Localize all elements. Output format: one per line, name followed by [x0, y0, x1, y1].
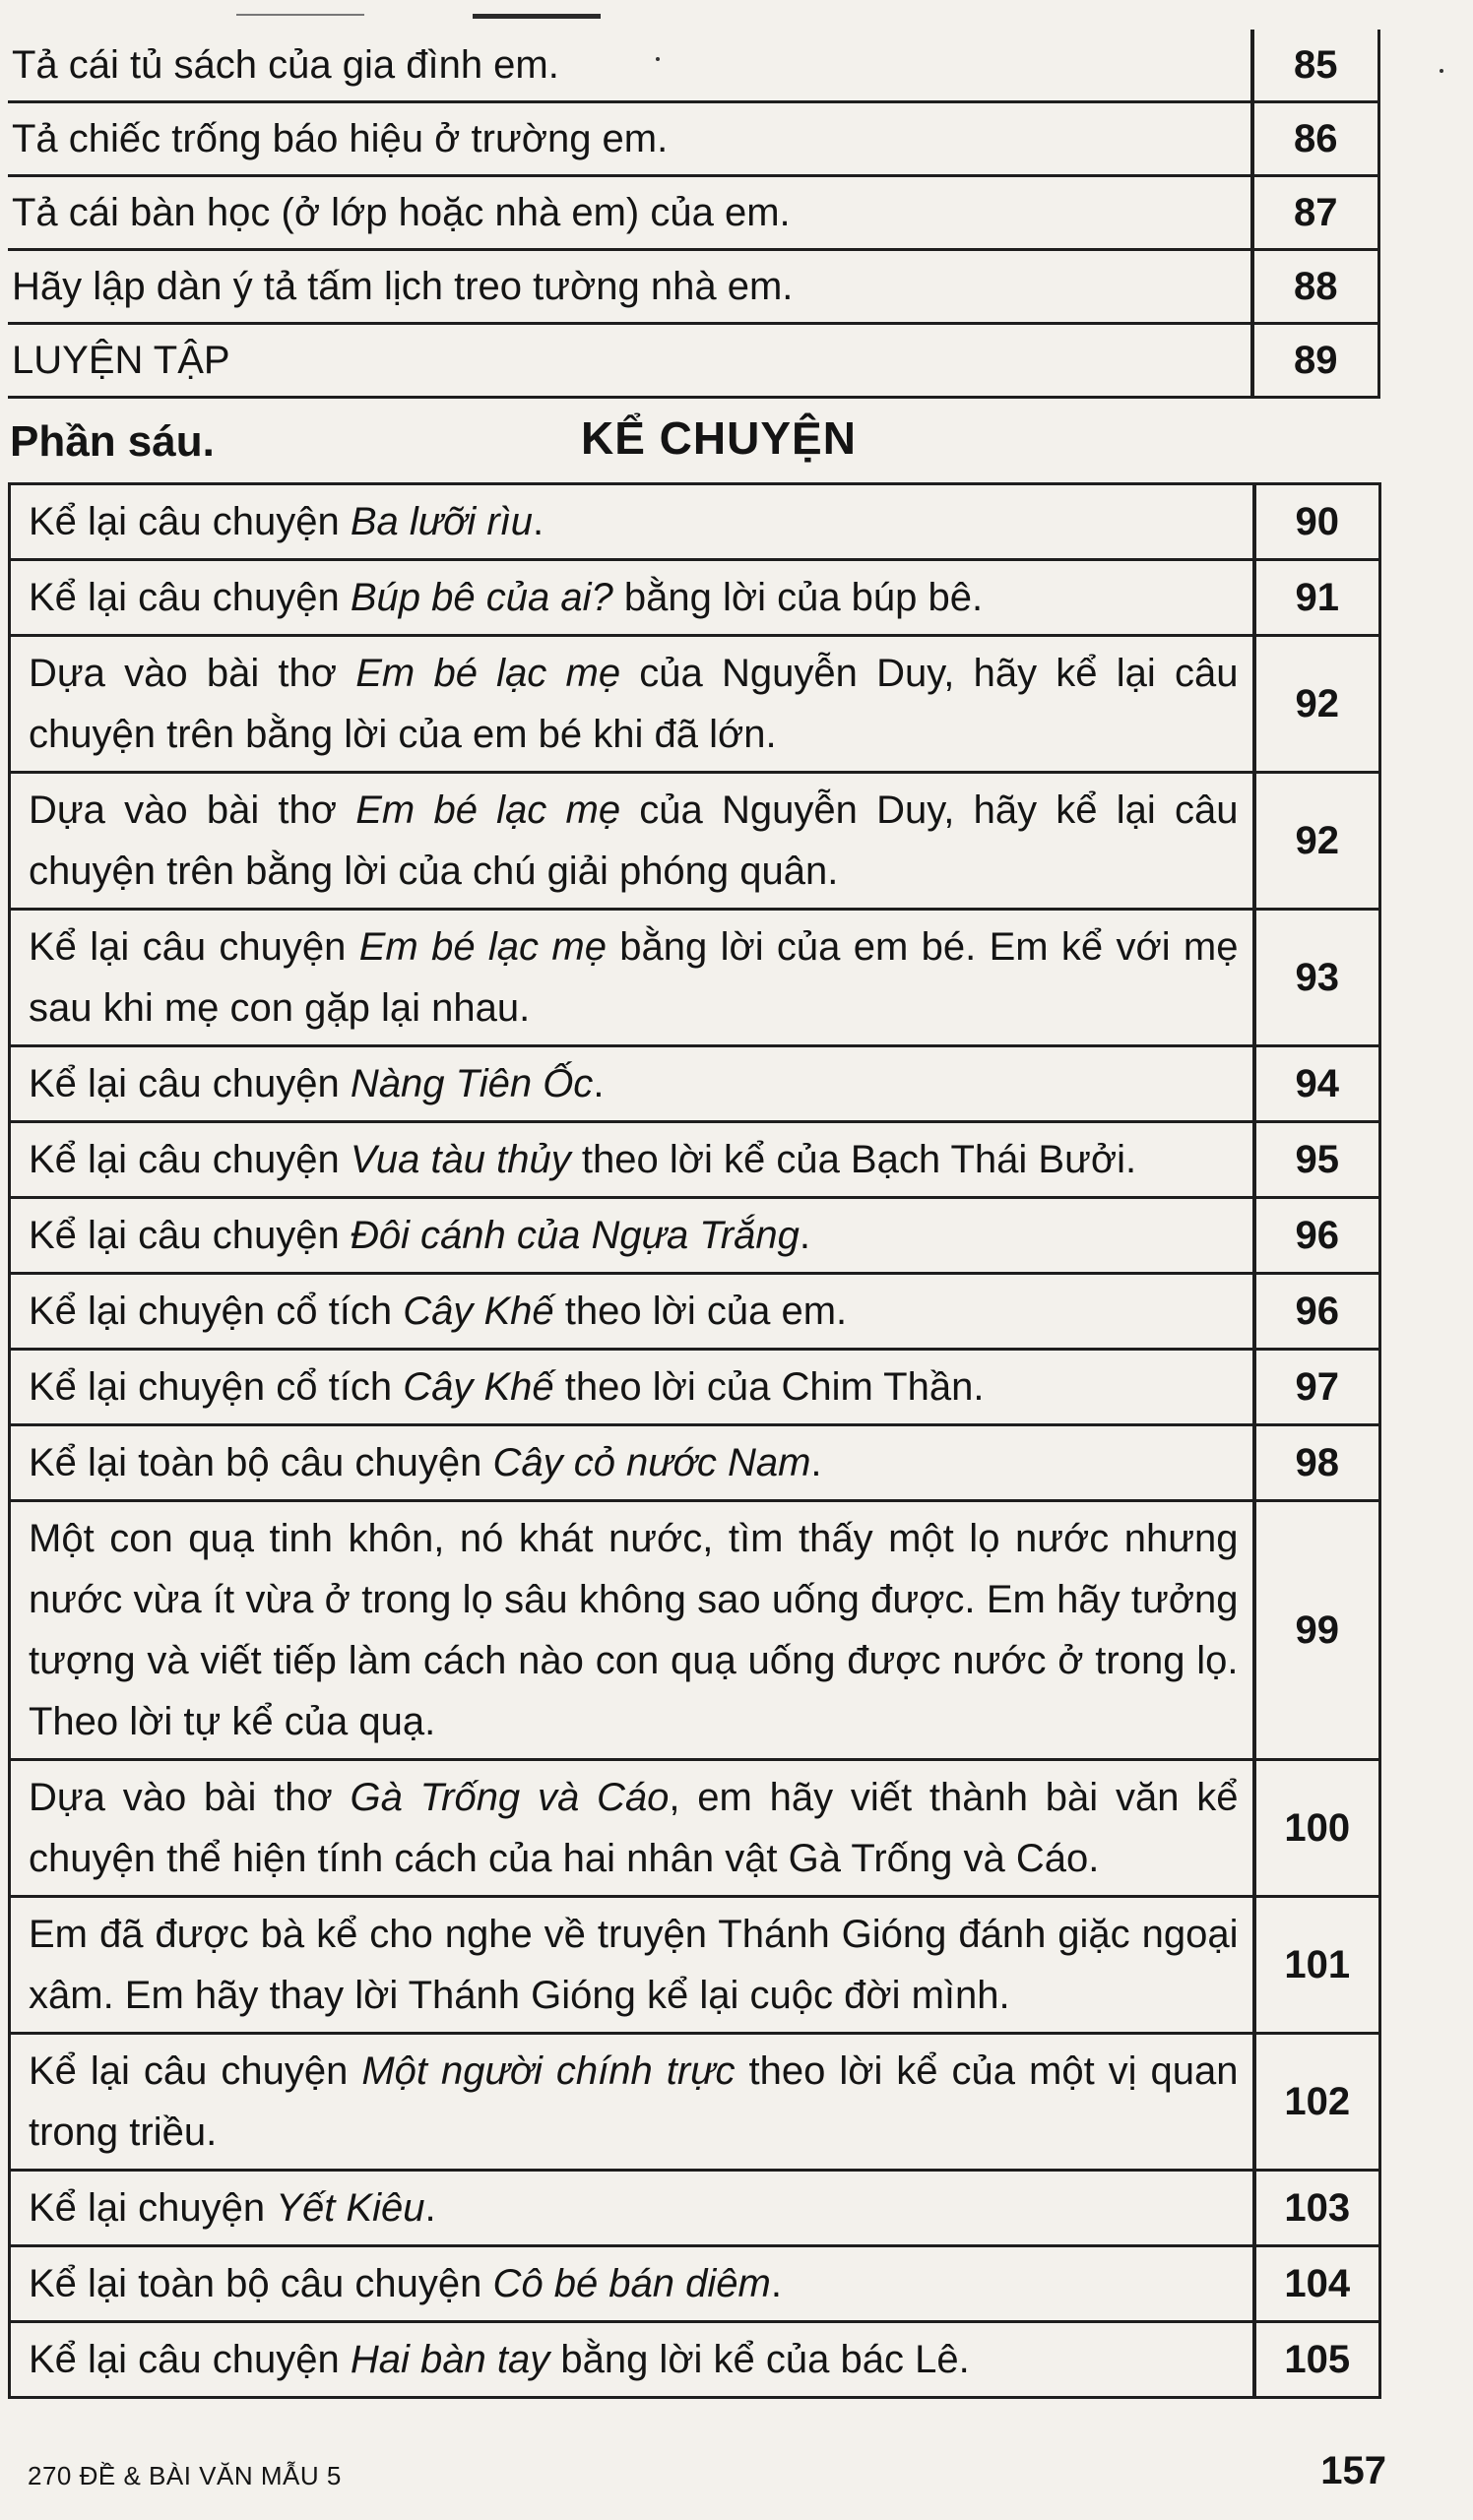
toc-entry-title: [8, 250, 1252, 324]
entry-text: .: [770, 2262, 782, 2305]
toc-row: [10, 773, 1380, 910]
toc-row: [8, 176, 1378, 250]
toc-row: [10, 1897, 1380, 2034]
toc-rows-ke-chuyen: [10, 484, 1380, 2398]
page-footer: [28, 2449, 1386, 2498]
toc-entry-title: [10, 2322, 1254, 2398]
toc-entry-page: 103: [1254, 2171, 1380, 2246]
top-decorative-rule-thick: [473, 14, 601, 19]
entry-text: .: [593, 1062, 605, 1105]
entry-text: Kể lại chuyện cổ tích: [29, 1365, 404, 1409]
toc-entry-page: 87: [1252, 176, 1378, 250]
toc-row: [8, 30, 1378, 102]
entry-text: Kể lại câu chuyện: [29, 2338, 351, 2381]
toc-entry-page: 86: [1252, 102, 1378, 176]
toc-entry-title: [10, 1046, 1254, 1122]
toc-entry-title: [8, 324, 1252, 398]
story-title-italic: Nàng Tiên Ốc: [350, 1062, 594, 1105]
toc-entry-title: [8, 176, 1252, 250]
story-title-italic: Đôi cánh của Ngựa Trắng: [350, 1214, 800, 1257]
toc-entry-title: [10, 773, 1254, 910]
toc-entry-page: 102: [1254, 2034, 1380, 2171]
toc-row: [8, 324, 1378, 398]
entry-text: Tả chiếc trống báo hiệu ở trường em.: [12, 117, 669, 160]
entry-text: Kể lại toàn bộ câu chuyện: [29, 1441, 493, 1484]
entry-text: .: [799, 1214, 810, 1257]
entry-text: Dựa vào bài thơ: [29, 1776, 351, 1819]
entry-text: Kể lại câu chuyện: [29, 1214, 351, 1257]
toc-row: [10, 1198, 1380, 1274]
entry-text: theo lời của Chim Thần.: [553, 1365, 985, 1409]
toc-table-previous-section: [8, 30, 1380, 399]
entry-text: theo lời kể của một vị quan trong triều.: [29, 2049, 1239, 2154]
story-title-italic: Em bé lạc mẹ: [358, 925, 607, 969]
toc-entry-title: [10, 910, 1254, 1046]
toc-row: [10, 484, 1380, 560]
toc-entry-page: 92: [1254, 773, 1380, 910]
toc-row: [8, 250, 1378, 324]
toc-entry-page: 104: [1254, 2246, 1380, 2322]
story-title-italic: Em bé lạc mẹ: [355, 652, 621, 695]
toc-entry-title: [10, 2034, 1254, 2171]
entry-text: Kể lại câu chuyện: [29, 1062, 351, 1105]
toc-entry-page: 93: [1254, 910, 1380, 1046]
entry-text: theo lời của em.: [553, 1290, 848, 1333]
toc-row: [10, 1501, 1380, 1760]
toc-entry-title: [10, 2171, 1254, 2246]
toc-entry-title: [10, 1760, 1254, 1897]
toc-entry-title: [10, 1501, 1254, 1760]
toc-entry-title: [10, 1198, 1254, 1274]
top-decorative-rule: [236, 14, 364, 16]
toc-entry-title: [10, 560, 1254, 636]
story-title-italic: Gà Trống và Cáo: [350, 1776, 670, 1819]
toc-entry-title: [8, 102, 1252, 176]
entry-text: bằng lời kể của bác Lê.: [549, 2338, 970, 2381]
entry-text: LUYỆN TẬP: [12, 339, 230, 382]
toc-entry-page: 97: [1254, 1350, 1380, 1425]
story-title-italic: Cây Khế: [403, 1290, 554, 1333]
entry-text: Tả cái tủ sách của gia đình em.: [12, 43, 559, 87]
toc-entry-page: 89: [1252, 324, 1378, 398]
entry-text: của Nguyễn Duy, hãy kể lại câu chuyện trên bằng lời của chú giải phóng quân.: [29, 788, 1239, 893]
toc-row: [10, 2034, 1380, 2171]
toc-row: [10, 1046, 1380, 1122]
toc-entry-title: [10, 1122, 1254, 1198]
entry-text: , em hãy viết thành bài văn kể chuyện thể hiện tính cách của hai nhân vật Gà Trống và Cáo.: [29, 1776, 1239, 1880]
footer-page-number: 157: [1320, 2449, 1386, 2492]
toc-entry-title: [10, 1274, 1254, 1350]
toc-row: [8, 102, 1378, 176]
toc-entry-title: [10, 636, 1254, 773]
entry-text: Kể lại chuyện cổ tích: [29, 1290, 404, 1333]
toc-entry-title: [10, 1897, 1254, 2034]
toc-rows-previous: [8, 30, 1378, 398]
footer-book-title: 270 ĐỀ & BÀI VĂN MẪU 5: [28, 2461, 342, 2490]
entry-text: Kể lại câu chuyện: [29, 2049, 362, 2093]
entry-text: Em đã được bà kể cho nghe về truyện Thánh Gióng đánh giặc ngoại xâm. Em hãy thay lời Thánh Gióng kể lại cuộc đời mình.: [29, 1913, 1239, 2017]
toc-entry-page: 95: [1254, 1122, 1380, 1198]
toc-entry-page: 88: [1252, 250, 1378, 324]
toc-row: [10, 910, 1380, 1046]
story-title-italic: Ba lưỡi rìu: [350, 500, 534, 543]
toc-entry-page: 85: [1252, 30, 1378, 102]
toc-row: [10, 1425, 1380, 1501]
entry-text: bằng lời của em bé. Em kể với mẹ sau khi mẹ con gặp lại nhau.: [29, 925, 1239, 1030]
entry-text: .: [424, 2186, 436, 2230]
toc-entry-page: 90: [1254, 484, 1380, 560]
entry-text: bằng lời của búp bê.: [612, 576, 984, 619]
toc-row: [10, 1350, 1380, 1425]
entry-text: Kể lại câu chuyện: [29, 1138, 351, 1181]
toc-entry-title: [10, 2246, 1254, 2322]
toc-table-ke-chuyen: [8, 482, 1381, 2399]
toc-entry-title: [10, 1350, 1254, 1425]
toc-entry-title: [10, 1425, 1254, 1501]
toc-entry-page: 101: [1254, 1897, 1380, 2034]
toc-row: [10, 560, 1380, 636]
story-title-italic: Cô bé bán diêm: [492, 2262, 771, 2305]
toc-entry-page: 105: [1254, 2322, 1380, 2398]
scan-speck: [656, 57, 660, 61]
section-heading: [10, 411, 1378, 474]
entry-text: Kể lại chuyện: [29, 2186, 277, 2230]
entry-text: theo lời kể của Bạch Thái Bưởi.: [570, 1138, 1137, 1181]
toc-entry-page: 100: [1254, 1760, 1380, 1897]
toc-row: [10, 2322, 1380, 2398]
toc-row: [10, 2246, 1380, 2322]
story-title-italic: Cây cỏ nước Nam: [492, 1441, 811, 1484]
section-title: KỂ CHUYỆN: [581, 412, 857, 464]
toc-entry-page: 96: [1254, 1274, 1380, 1350]
entry-text: Dựa vào bài thơ: [29, 788, 356, 832]
entry-text: của Nguyễn Duy, hãy kể lại câu chuyện trên bằng lời của em bé khi đã lớn.: [29, 652, 1239, 756]
entry-text: Dựa vào bài thơ: [29, 652, 356, 695]
entry-text: Hãy lập dàn ý tả tấm lịch treo tường nhà em.: [12, 265, 794, 308]
entry-text: Kể lại câu chuyện: [29, 925, 359, 969]
toc-row: [10, 2171, 1380, 2246]
toc-row: [10, 1274, 1380, 1350]
toc-entry-page: 99: [1254, 1501, 1380, 1760]
toc-row: [10, 1122, 1380, 1198]
toc-entry-page: 91: [1254, 560, 1380, 636]
story-title-italic: Búp bê của ai?: [350, 576, 613, 619]
story-title-italic: Một người chính trực: [361, 2049, 736, 2093]
toc-entry-page: 92: [1254, 636, 1380, 773]
toc-entry-page: 96: [1254, 1198, 1380, 1274]
story-title-italic: Cây Khế: [403, 1365, 554, 1409]
toc-entry-title: [10, 484, 1254, 560]
entry-text: Kể lại câu chuyện: [29, 576, 351, 619]
story-title-italic: Em bé lạc mẹ: [355, 788, 621, 832]
toc-entry-title: [8, 30, 1252, 102]
entry-text: Một con quạ tinh khôn, nó khát nước, tìm thấy một lọ nước nhưng nước vừa ít vừa ở trong lọ sâu không sao uống được. Em hãy tưởng tượng và viết tiếp làm cách nào con quạ uống được nước ở trong lọ. Theo lời tự kể của quạ.: [29, 1517, 1239, 1743]
toc-row: [10, 636, 1380, 773]
entry-text: Kể lại toàn bộ câu chuyện: [29, 2262, 493, 2305]
entry-text: Kể lại câu chuyện: [29, 500, 351, 543]
story-title-italic: Yết Kiêu: [276, 2186, 425, 2230]
toc-entry-page: 98: [1254, 1425, 1380, 1501]
story-title-italic: Vua tàu thủy: [350, 1138, 571, 1181]
toc-row: [10, 1760, 1380, 1897]
story-title-italic: Hai bàn tay: [350, 2338, 550, 2381]
entry-text: .: [533, 500, 544, 543]
entry-text: .: [810, 1441, 822, 1484]
section-label: Phần sáu.: [10, 417, 215, 466]
entry-text: Tả cái bàn học (ở lớp hoặc nhà em) của em.: [12, 191, 791, 234]
toc-entry-page: 94: [1254, 1046, 1380, 1122]
scan-speck: [1440, 69, 1443, 73]
